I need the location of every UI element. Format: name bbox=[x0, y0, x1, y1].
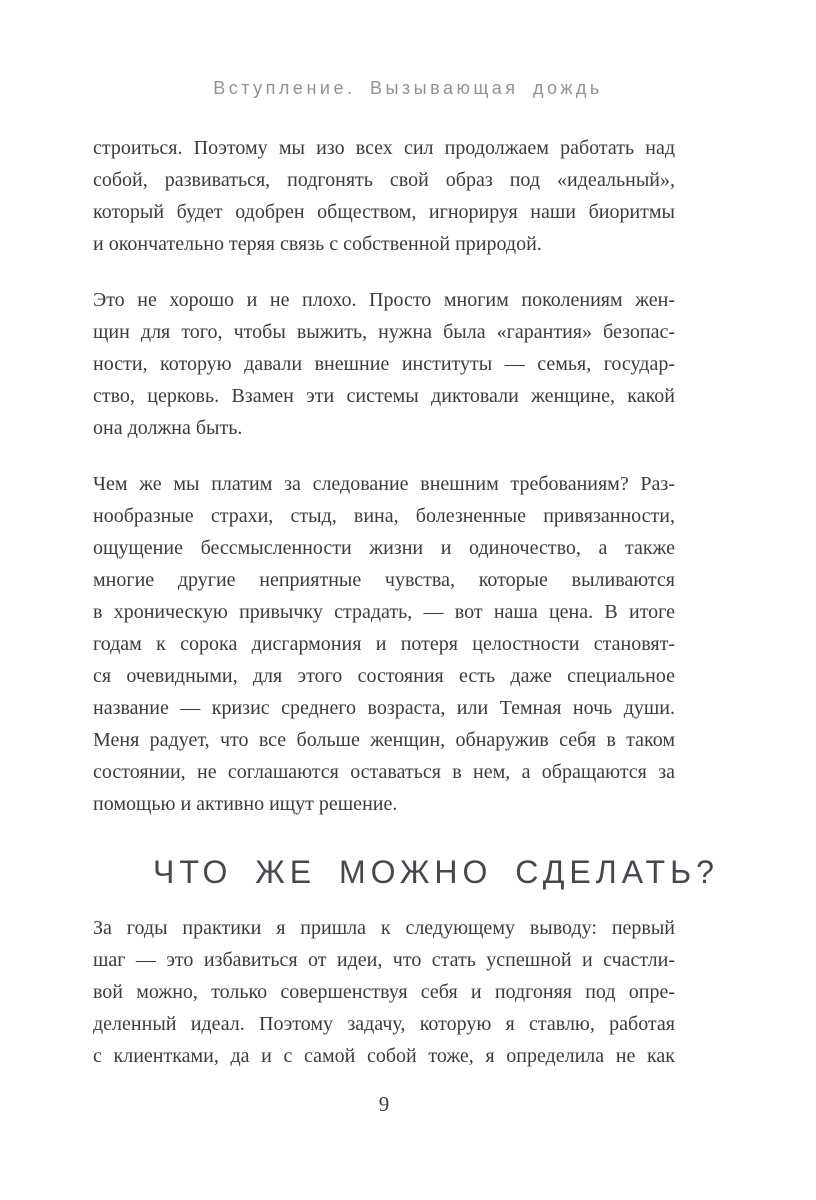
text-line: За годы практики я пришла к следующему выводу: первый bbox=[93, 917, 675, 939]
text-line: Чем же мы платим за следование внешним требованиям? Раз- bbox=[93, 473, 675, 495]
paragraph bbox=[93, 468, 675, 820]
body-text bbox=[93, 132, 719, 1096]
paragraph bbox=[93, 912, 675, 1072]
text-line: состоянии, не соглашаются оставаться в нем, а обращаются за bbox=[93, 761, 675, 783]
text-line: собой, развиваться, подгонять свой образ под «идеальный», bbox=[93, 169, 675, 191]
text-line: Это не хорошо и не плохо. Просто многим поколениям жен- bbox=[93, 289, 675, 311]
section-heading: ЧТО ЖЕ МОЖНО СДЕЛАТЬ? bbox=[153, 854, 719, 890]
text-line: многие другие неприятные чувства, которые выливаются bbox=[93, 569, 675, 591]
running-header: Вступление. Вызывающая дождь bbox=[213, 78, 603, 98]
text-line: ощущение бессмысленности жизни и одиночество, а также bbox=[93, 537, 675, 559]
text-line: строиться. Поэтому мы изо всех сил продолжаем работать над bbox=[93, 137, 675, 159]
text-line: ности, которую давали внешние институты — семья, государ- bbox=[93, 353, 675, 375]
text-line: ся очевидными, для этого состояния есть даже специальное bbox=[93, 665, 675, 687]
text-line: вой можно, только совершенствуя себя и подгоняя под опре- bbox=[93, 981, 675, 1003]
text-line: годам к сорока дисгармония и потеря целостности становят- bbox=[93, 633, 675, 655]
text-line: шаг — это избавиться от идеи, что стать успешной и счастли- bbox=[93, 949, 675, 971]
page-number: 9 bbox=[378, 1092, 390, 1116]
text-line: который будет одобрен обществом, игнорируя наши биоритмы bbox=[93, 201, 675, 223]
text-line: помощью и активно ищут решение. bbox=[93, 793, 398, 815]
text-line: деленный идеал. Поэтому задачу, которую я ставлю, работая bbox=[93, 1013, 675, 1035]
paragraph bbox=[93, 132, 675, 260]
text-line: нообразные страхи, стыд, вина, болезненные привязанности, bbox=[93, 505, 675, 527]
text-line: и окончательно теряя связь с собственной природой. bbox=[93, 233, 542, 255]
text-line: Меня радует, что все больше женщин, обнаружив себя в таком bbox=[93, 729, 675, 751]
paragraph bbox=[93, 284, 675, 444]
text-line: ство, церковь. Взамен эти системы диктовали женщине, какой bbox=[93, 385, 675, 407]
text-line: она должна быть. bbox=[93, 417, 243, 439]
text-line: с клиентками, да и с самой собой тоже, я определила не как bbox=[93, 1045, 675, 1067]
text-line: щин для того, чтобы выжить, нужна была «гарантия» безопас- bbox=[93, 321, 675, 343]
text-line: в хроническую привычку страдать, — вот наша цена. В итоге bbox=[93, 601, 675, 623]
text-line: название — кризис среднего возраста, или Темная ночь души. bbox=[93, 697, 675, 719]
